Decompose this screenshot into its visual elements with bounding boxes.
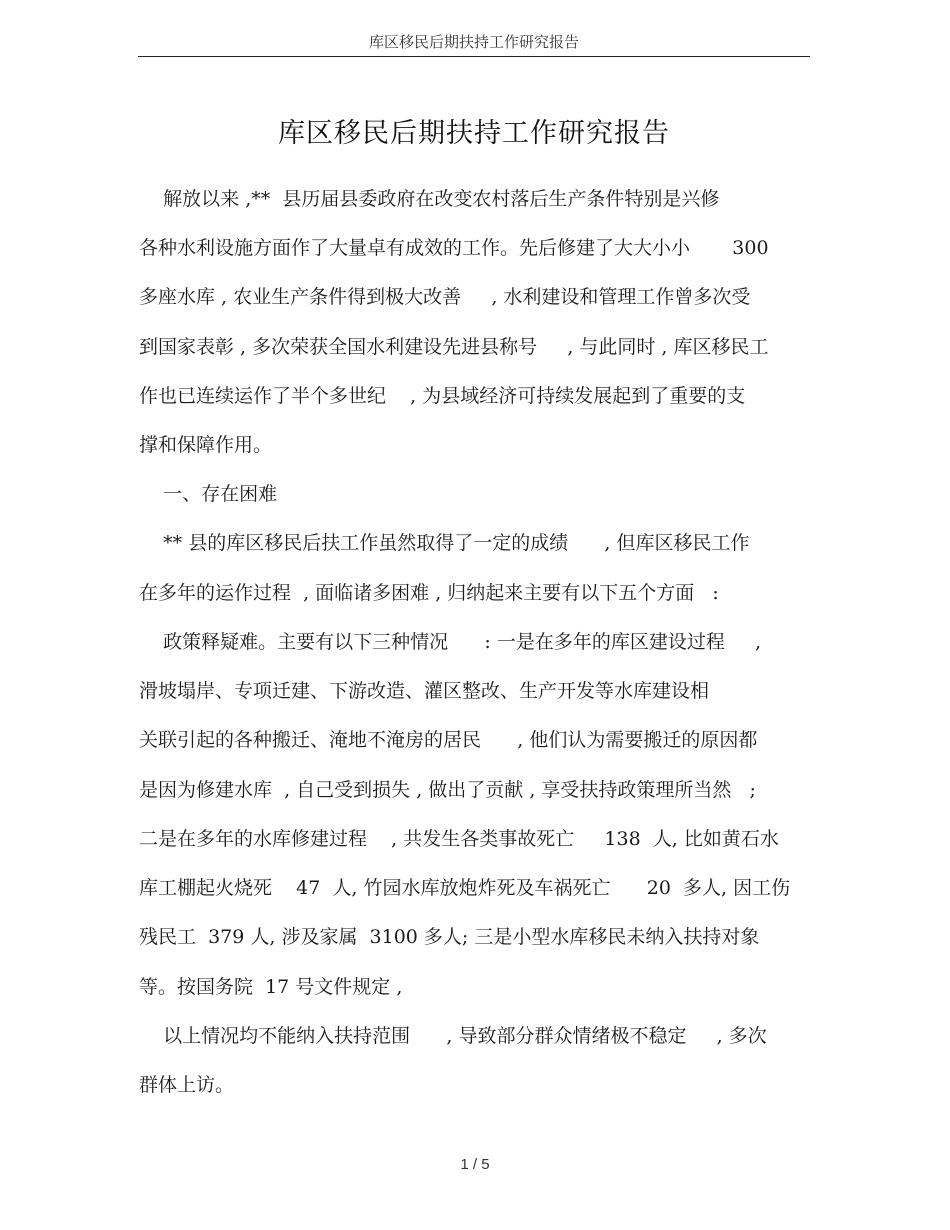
body-line: 是因为修建水库 , 自己受到损失 , 做出了贡献 , 享受扶持政策理所当然 ;	[139, 779, 756, 801]
body-line: 撑和保障作用。	[139, 434, 273, 456]
body-line: 到国家表彰 , 多次荣获全国水利建设先进县称号 , 与此同时 , 库区移民工	[139, 336, 769, 358]
body-line: 等。按国务院 17 号文件规定 ,	[139, 976, 403, 998]
body-line: 残民工 379 人, 涉及家属 3100 多人; 三是小型水库移民未纳入扶持对象	[139, 926, 760, 948]
body-line: 关联引起的各种搬迁、淹地不淹房的居民 , 他们认为需要搬迁的原因都	[139, 729, 758, 751]
body-line: 二是在多年的水库修建过程 , 共发生各类事故死亡 138 人, 比如黄石水	[139, 828, 779, 850]
section-heading: 一、存在困难	[139, 483, 278, 505]
body-line: ** 县的库区移民后扶工作虽然取得了一定的成绩 , 但库区移民工作	[139, 532, 750, 554]
body-line: 在多年的运作过程 , 面临诸多困难 , 归纳起来主要有以下五个方面 :	[139, 582, 719, 604]
body-line: 滑坡塌岸、专项迁建、下游改造、灌区整改、生产开发等水库建设相	[139, 680, 710, 702]
page-number: 1 / 5	[460, 1156, 490, 1173]
body-line: 解放以来 ,** 县历届县委政府在改变农村落后生产条件特别是兴修	[139, 188, 720, 210]
body-line: 以上情况均不能纳入扶持范围 , 导致部分群众情绪极不稳定 , 多次	[139, 1025, 767, 1047]
body-line: 库工棚起火烧死 47 人, 竹园水库放炮炸死及车祸死亡 20 多人, 因工伤	[139, 877, 791, 899]
running-header: 库区移民后期扶持工作研究报告	[138, 28, 810, 57]
body-line: 作也已连续运作了半个多世纪 , 为县域经济可持续发展起到了重要的支	[139, 385, 746, 407]
body-line: 政策释疑难。主要有以下三种情况 : 一是在多年的库区建设过程 ,	[139, 631, 762, 653]
body-line: 各种水利设施方面作了大量卓有成效的工作。先后修建了大大小小 300	[139, 237, 769, 259]
body-line: 多座水库 , 农业生产条件得到极大改善 , 水利建设和管理工作曾多次受	[139, 286, 751, 308]
document-title: 库区移民后期扶持工作研究报告	[278, 118, 670, 149]
body-line: 群体上访。	[139, 1074, 235, 1096]
